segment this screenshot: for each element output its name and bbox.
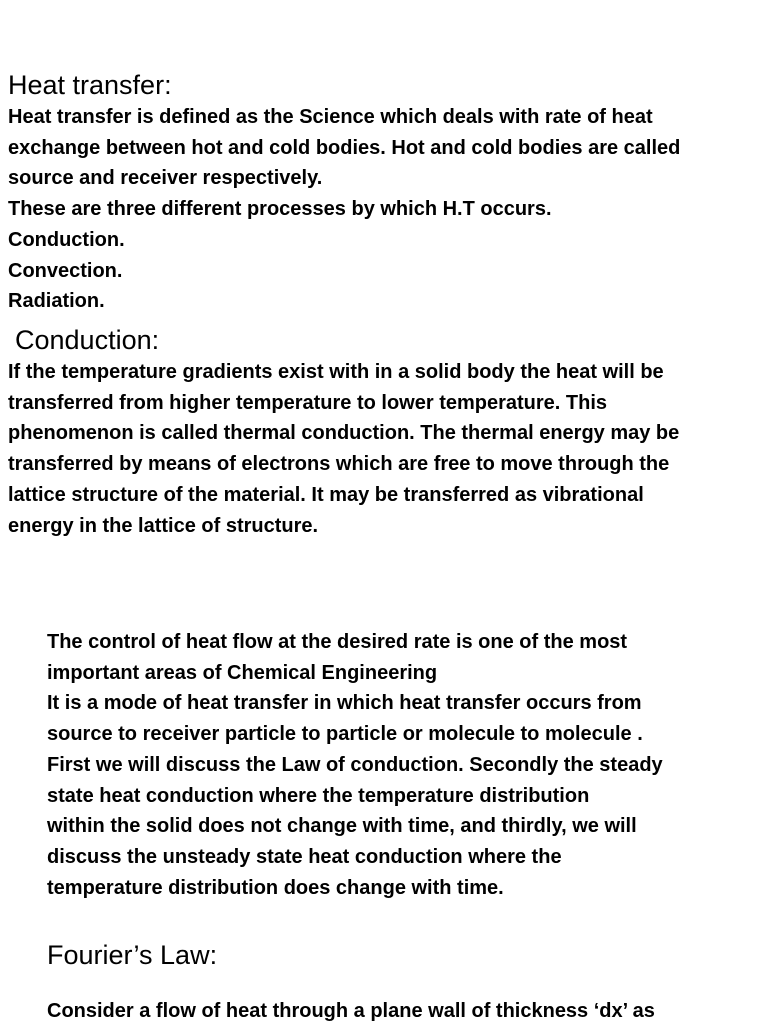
control-line-6: state heat conduction where the temperature distribution — [47, 784, 590, 807]
control-line-9: temperature distribution does change with time. — [47, 876, 504, 899]
heat-transfer-line-2: exchange between hot and cold bodies. Hot and cold bodies are called — [8, 136, 681, 159]
control-line-4: source to receiver particle to particle or molecule to molecule . — [47, 723, 643, 746]
process-radiation: Radiation. — [8, 290, 105, 313]
conduction-line-1: If the temperature gradients exist with in a solid body the heat will be — [8, 361, 664, 383]
conduction-line-2: transferred from higher temperature to lower temperature. This — [8, 391, 608, 414]
heat-transfer-line-4: These are three different processes by which H.T occurs. — [8, 198, 552, 221]
control-line-3: It is a mode of heat transfer in which heat transfer occurs from — [47, 692, 642, 715]
conduction-line-5: lattice structure of the material. It may be transferred as vibrational — [8, 483, 644, 506]
process-conduction: Conduction. — [8, 228, 125, 251]
conduction-section — [8, 323, 679, 541]
process-convection: Convection. — [8, 259, 123, 282]
conduction-line-6: energy in the lattice of structure. — [8, 514, 319, 537]
control-line-8: discuss the unsteady state heat conduction where the — [47, 845, 562, 868]
heat-transfer-section — [8, 68, 680, 317]
fourier-section — [47, 938, 655, 1024]
heat-transfer-heading: Heat transfer: — [8, 70, 172, 100]
control-line-7: within the solid does not change with time, and thirdly, we will — [47, 815, 637, 838]
fourier-heading: Fourier’s Law: — [47, 940, 218, 970]
control-section — [47, 627, 663, 903]
conduction-line-4: transferred by means of electrons which are free to move through the — [8, 453, 670, 476]
heat-transfer-line-1: Heat transfer is defined as the Science which deals with rate of heat — [8, 106, 653, 128]
heat-transfer-line-3: source and receiver respectively. — [8, 167, 323, 190]
control-line-2: important areas of Chemical Engineering — [47, 661, 438, 684]
control-line-1: The control of heat flow at the desired rate is one of the most — [47, 631, 628, 653]
control-line-5: First we will discuss the Law of conduction. Secondly the steady — [47, 753, 663, 776]
conduction-line-3: phenomenon is called thermal conduction. The thermal energy may be — [8, 422, 680, 445]
fourier-line-1: Consider a flow of heat through a plane wall of thickness ‘dx’ as — [47, 1000, 655, 1022]
conduction-heading: Conduction: — [15, 325, 160, 355]
